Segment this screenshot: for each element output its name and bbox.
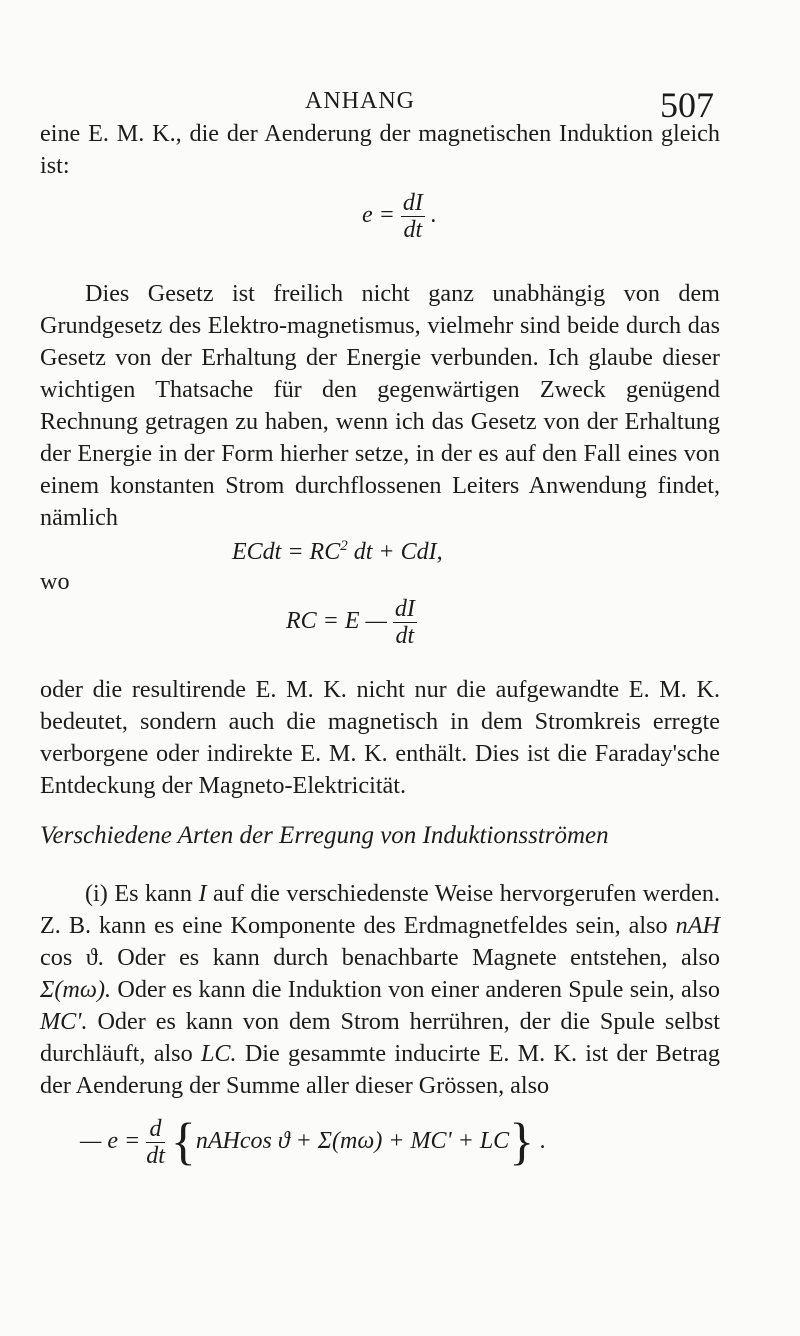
running-head: ANHANG: [305, 88, 415, 114]
right-brace: }: [509, 1113, 535, 1171]
fraction-numerator: dI: [402, 190, 423, 216]
equation-energy-exponent: 2: [340, 538, 348, 554]
text-run: Oder es kann durch benachbarte Magnete entstehen, also: [117, 944, 720, 971]
item-label: (i): [85, 880, 108, 907]
symbol-LC: LC.: [200, 1040, 237, 1067]
equation-emf-tail: .: [430, 202, 437, 229]
page-number: 507: [660, 85, 714, 125]
symbol-I: I: [198, 880, 207, 907]
equation-emf-lhs: e =: [362, 202, 395, 229]
equation-total-emf-body: nAHcos ϑ + Σ(mω) + MC' + LC: [195, 1128, 510, 1155]
paragraph-energy-law: Dies Gesetz ist freilich nicht ganz unabhängig von dem Grundgesetz des Elektro-magnetismus, vielmehr sind beide durch das Gesetz von der Erhaltung der Energie verbunden. Ich glaube dieser wichtigen Thatsache für den gegenwärtigen Zweck genügend Rechnung getragen zu haben, wenn ich das Gesetz von der Erhaltung der Energie in der Form hierher setze, in der es auf den Fall eines von einem konstanten Strom durchflossenen Leiters Anwendung findet, nämlich: [40, 280, 720, 531]
equation-total-emf: [80, 1113, 547, 1171]
equation-energy: [232, 538, 443, 566]
equation-total-emf-lhs: — e =: [80, 1128, 141, 1155]
symbol-sum-m-omega: Σ(mω).: [40, 976, 112, 1003]
equation-emf: [362, 190, 437, 243]
word-wo: wo: [40, 568, 70, 595]
text-run: Oder es kann von dem Strom herrühren, der die Spule selbst durchläuft, also: [40, 1008, 720, 1067]
paragraph-excitation: [40, 878, 720, 1102]
symbol-cos-theta: cos ϑ.: [40, 944, 104, 971]
page-header: [0, 56, 800, 125]
equation-resulting-emf-lhs: RC = E —: [286, 608, 387, 635]
symbol-MC: MC'.: [40, 1008, 88, 1035]
fraction-denominator: dt: [146, 1143, 165, 1169]
symbol-nAH: nAH: [675, 912, 721, 939]
text-run: Es kann: [114, 880, 192, 907]
fraction-numerator: dI: [394, 596, 415, 622]
equation-total-emf-tail: .: [540, 1128, 547, 1155]
section-heading: Verschiedene Arten der Erregung von Induktionsströmen: [40, 822, 609, 849]
paragraph-faraday: oder die resultirende E. M. K. nicht nur die aufgewandte E. M. K. bedeutet, sondern auch die magnetisch in dem Stromkreis erregte verborgene oder indirekte E. M. K. enthält. Dies ist die Faraday'sche Entdeckung der Magneto-Elektricität.: [40, 676, 720, 799]
equation-energy-lhs: ECdt = RC: [232, 539, 341, 565]
fraction-denominator: dt: [403, 217, 423, 243]
text-run: Oder es kann die Induktion von einer anderen Spule sein, also: [117, 976, 720, 1003]
equation-resulting-emf-fraction: [393, 596, 417, 649]
fraction-numerator: d: [146, 1116, 165, 1143]
equation-resulting-emf: [286, 596, 417, 649]
equation-total-emf-fraction: [146, 1116, 165, 1169]
text-run: auf die verschiedenste Weise hervorgerufen werden. Z. B. kann es eine Komponente des Erdmagnetfeldes sein, also: [40, 880, 720, 939]
equation-energy-rhs: dt + CdI,: [353, 539, 443, 565]
paragraph-intro: eine E. M. K., die der Aenderung der magnetischen Induktion gleich ist:: [40, 120, 720, 179]
text-run: Die gesammte inducirte E. M. K. ist der Betrag der Aenderung der Summe aller dieser Grössen, also: [40, 1040, 720, 1099]
fraction-denominator: dt: [395, 623, 415, 649]
left-brace: {: [170, 1113, 196, 1171]
equation-emf-fraction: [401, 190, 425, 243]
